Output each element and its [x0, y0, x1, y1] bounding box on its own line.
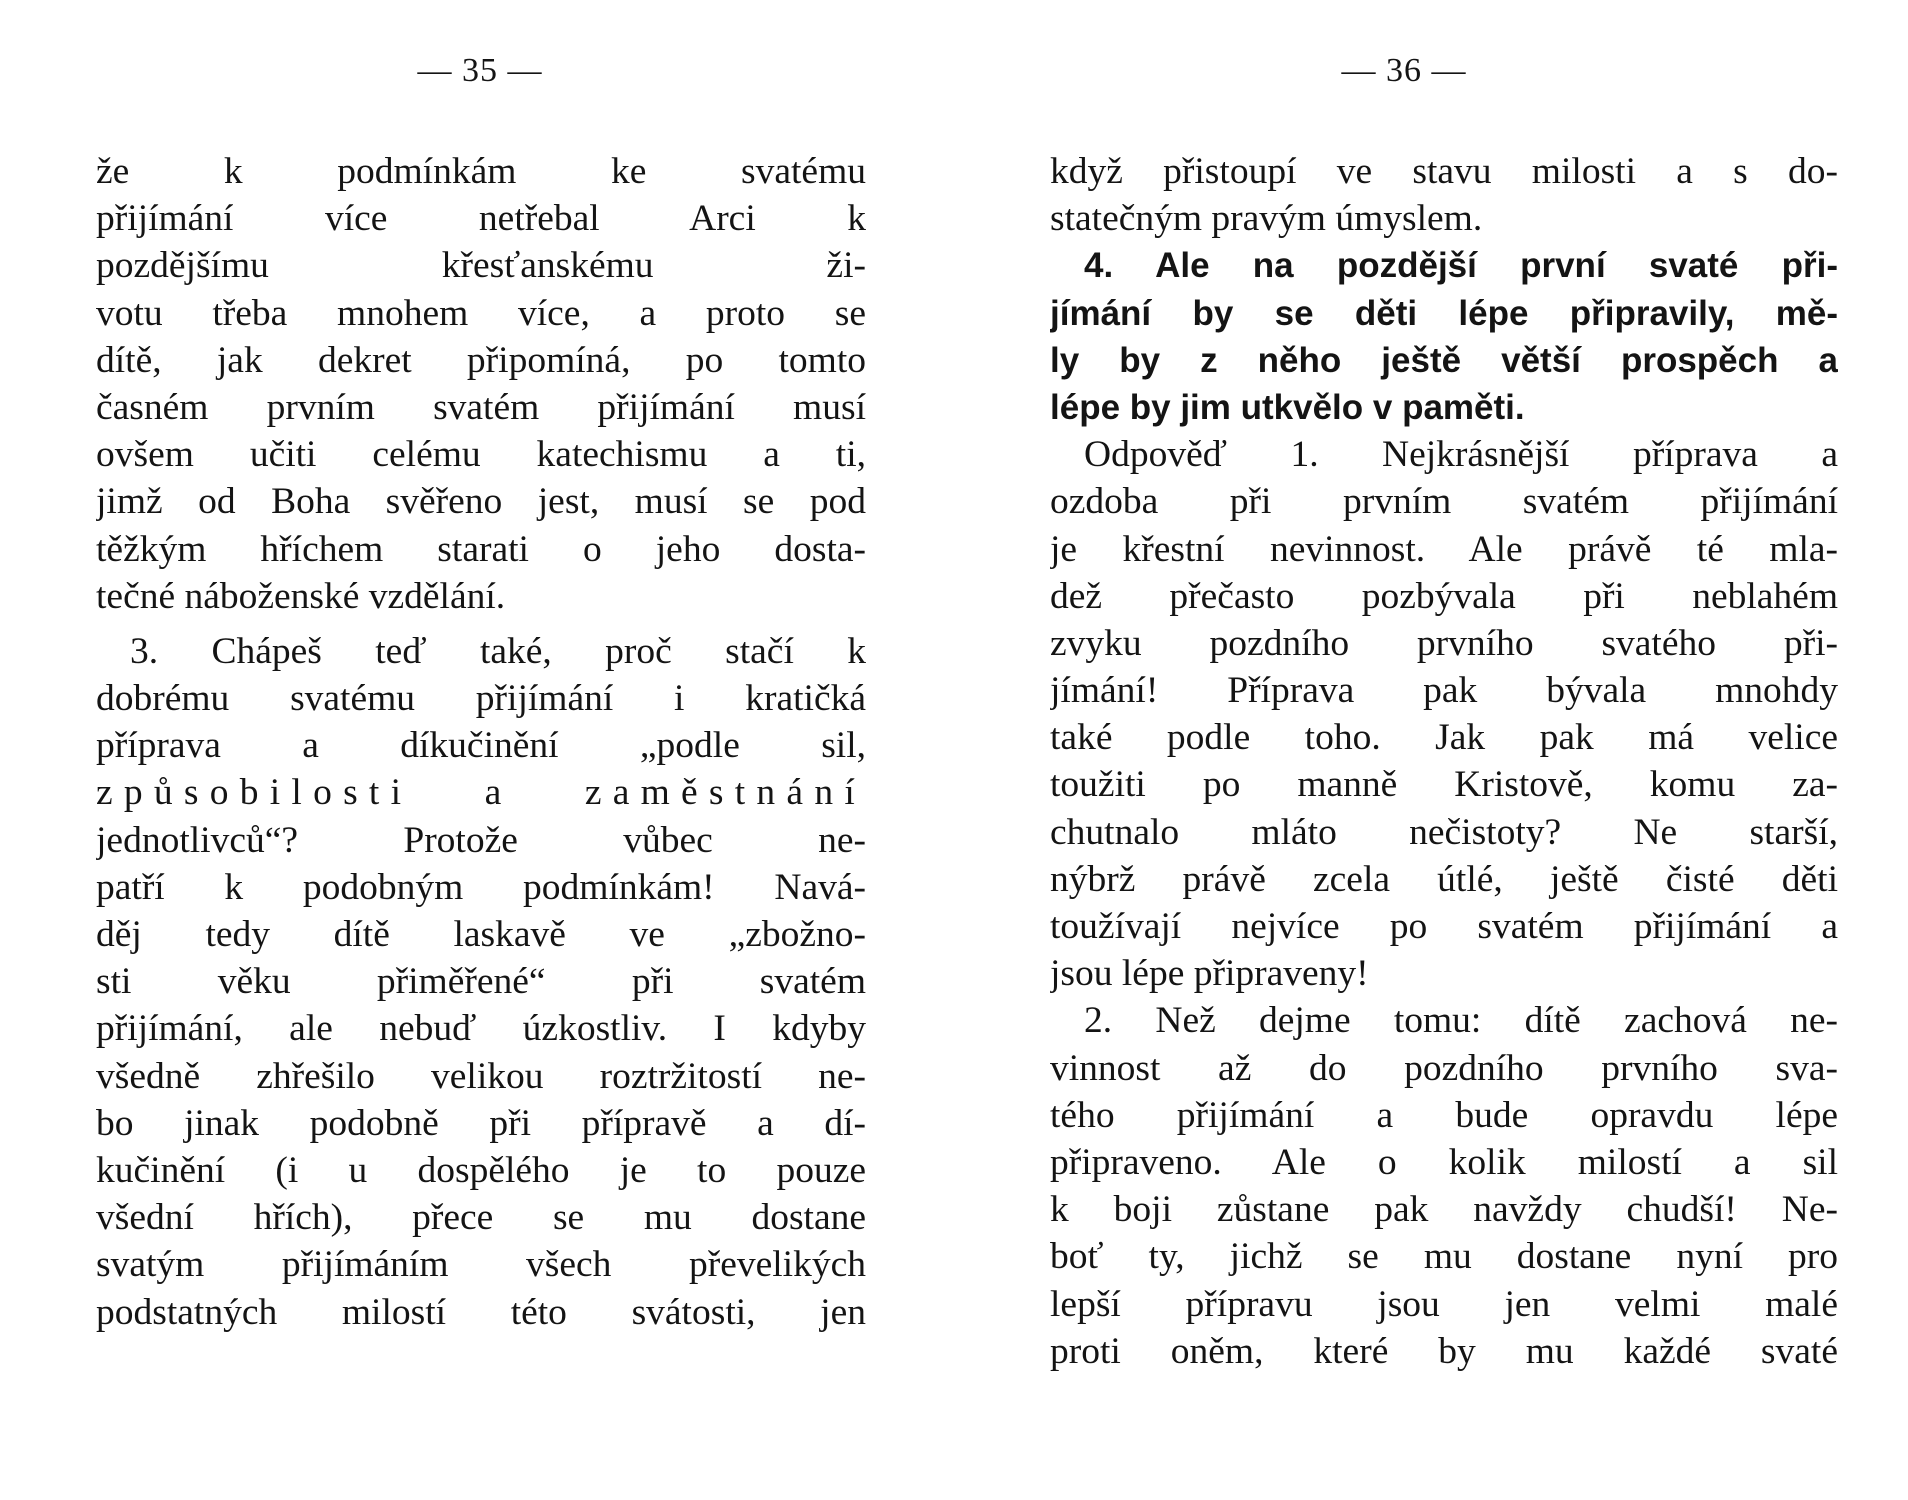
left-page-text — [96, 148, 866, 1336]
text-line: připraveno. Ale o kolik milostí a sil — [1050, 1141, 1838, 1183]
text-line: Odpověď 1. Nejkrásnější příprava a — [1084, 434, 1838, 476]
text-line: toužiti po manně Kristově, komu za- — [1050, 764, 1838, 806]
text-line: svatým přijímáním všech převelikých — [96, 1244, 866, 1286]
text-line: jednotlivců“? Protože vůbec ne- — [96, 819, 866, 861]
right-page — [954, 0, 1908, 1500]
text-line: proti oněm, které by mu každé svaté — [1050, 1330, 1838, 1372]
text-line: příprava a díkučinění „podle sil, — [96, 725, 866, 767]
text-line: statečným pravým úmyslem. — [1050, 198, 1483, 240]
paragraph — [96, 628, 866, 1336]
text-line: 4. Ale na pozdější první svaté při- — [1084, 246, 1838, 286]
page-number: — 35 — — [417, 52, 543, 89]
text-line: patří k podobným podmínkám! Navá- — [96, 866, 866, 908]
text-line: způsobilosti a zaměstnání — [96, 772, 866, 814]
text-line: jímání by se děti lépe připravily, mě- — [1050, 293, 1838, 333]
text-line: tečné náboženské vzdělání. — [96, 575, 506, 617]
text-line: 2. Než dejme tomu: dítě zachová ne- — [1084, 1000, 1838, 1042]
text-line: 3. Chápeš teď také, proč stačí k — [130, 630, 866, 672]
text-line: bo jinak podobně při přípravě a dí- — [96, 1102, 866, 1144]
text-line: přijímání více netřebal Arci k — [96, 198, 866, 240]
text-line: všedně zhřešilo velikou roztržitostí ne- — [96, 1055, 866, 1097]
text-line: podstatných milostí této svátosti, jen — [96, 1291, 866, 1333]
text-line: ozdoba při prvním svatém přijímání — [1050, 481, 1838, 523]
paragraph — [1050, 148, 1838, 242]
text-line: jimž od Boha svěřeno jest, musí se pod — [96, 481, 866, 523]
text-line: ovšem učiti celému katechismu a ti, — [96, 434, 866, 476]
text-line: děj tedy dítě laskavě ve „zbožno- — [96, 914, 866, 955]
text-line: nýbrž právě zcela útlé, ještě čisté děti — [1050, 858, 1838, 900]
paragraph — [1050, 997, 1838, 1375]
text-line: votu třeba mnohem více, a proto se — [96, 292, 866, 334]
text-line: časném prvním svatém přijímání musí — [96, 386, 866, 428]
text-line: toužívají nejvíce po svatém přijímání a — [1050, 906, 1838, 947]
text-line: jímání! Příprava pak bývala mnohdy — [1050, 670, 1838, 712]
page-number: — 36 — — [1341, 52, 1467, 89]
text-line: lépe by jim utkvělo v paměti. — [1050, 387, 1525, 427]
text-line: dež přečasto pozbývala při neblahém — [1050, 575, 1838, 617]
text-line: zvyku pozdního prvního svatého při- — [1050, 622, 1838, 664]
text-line: boť ty, jichž se mu dostane nyní pro — [1050, 1236, 1838, 1278]
text-line: vinnost až do pozdního prvního sva- — [1050, 1047, 1838, 1089]
text-line: ly by z něho ještě větší prospěch a — [1050, 340, 1838, 380]
right-page-text — [1050, 148, 1838, 1375]
text-line: kučinění (i u dospělého je to pouze — [96, 1149, 866, 1191]
text-line: dítě, jak dekret připomíná, po tomto — [96, 339, 866, 381]
text-line: k boji zůstane pak navždy chudší! Ne- — [1050, 1189, 1838, 1231]
text-line: dobrému svatému přijímání i kratičká — [96, 678, 866, 720]
paragraph — [96, 148, 866, 620]
question-paragraph — [1050, 242, 1838, 431]
paragraph — [1050, 431, 1838, 997]
text-line: jsou lépe připraveny! — [1050, 953, 1369, 995]
paragraph-gap — [96, 620, 866, 628]
text-line: že k podmínkám ke svatému — [96, 151, 866, 192]
text-line: také podle toho. Jak pak má velice — [1050, 717, 1838, 759]
text-line: chutnalo mláto nečistoty? Ne starší, — [1050, 811, 1838, 853]
text-line: lepší přípravu jsou jen velmi malé — [1050, 1283, 1838, 1325]
text-line: všední hřích), přece se mu dostane — [96, 1197, 866, 1239]
text-line: když přistoupí ve stavu milosti a s do- — [1050, 151, 1838, 192]
text-line: pozdějšímu křesťanskému ži- — [96, 245, 866, 287]
text-line: je křestní nevinnost. Ale právě té mla- — [1050, 528, 1838, 570]
text-line: tého přijímání a bude opravdu lépe — [1050, 1094, 1838, 1136]
text-line: těžkým hříchem starati o jeho dosta- — [96, 528, 866, 570]
text-line: přijímání, ale nebuď úzkostliv. I kdyby — [96, 1008, 866, 1050]
text-line: sti věku přiměřené“ při svatém — [96, 961, 866, 1003]
